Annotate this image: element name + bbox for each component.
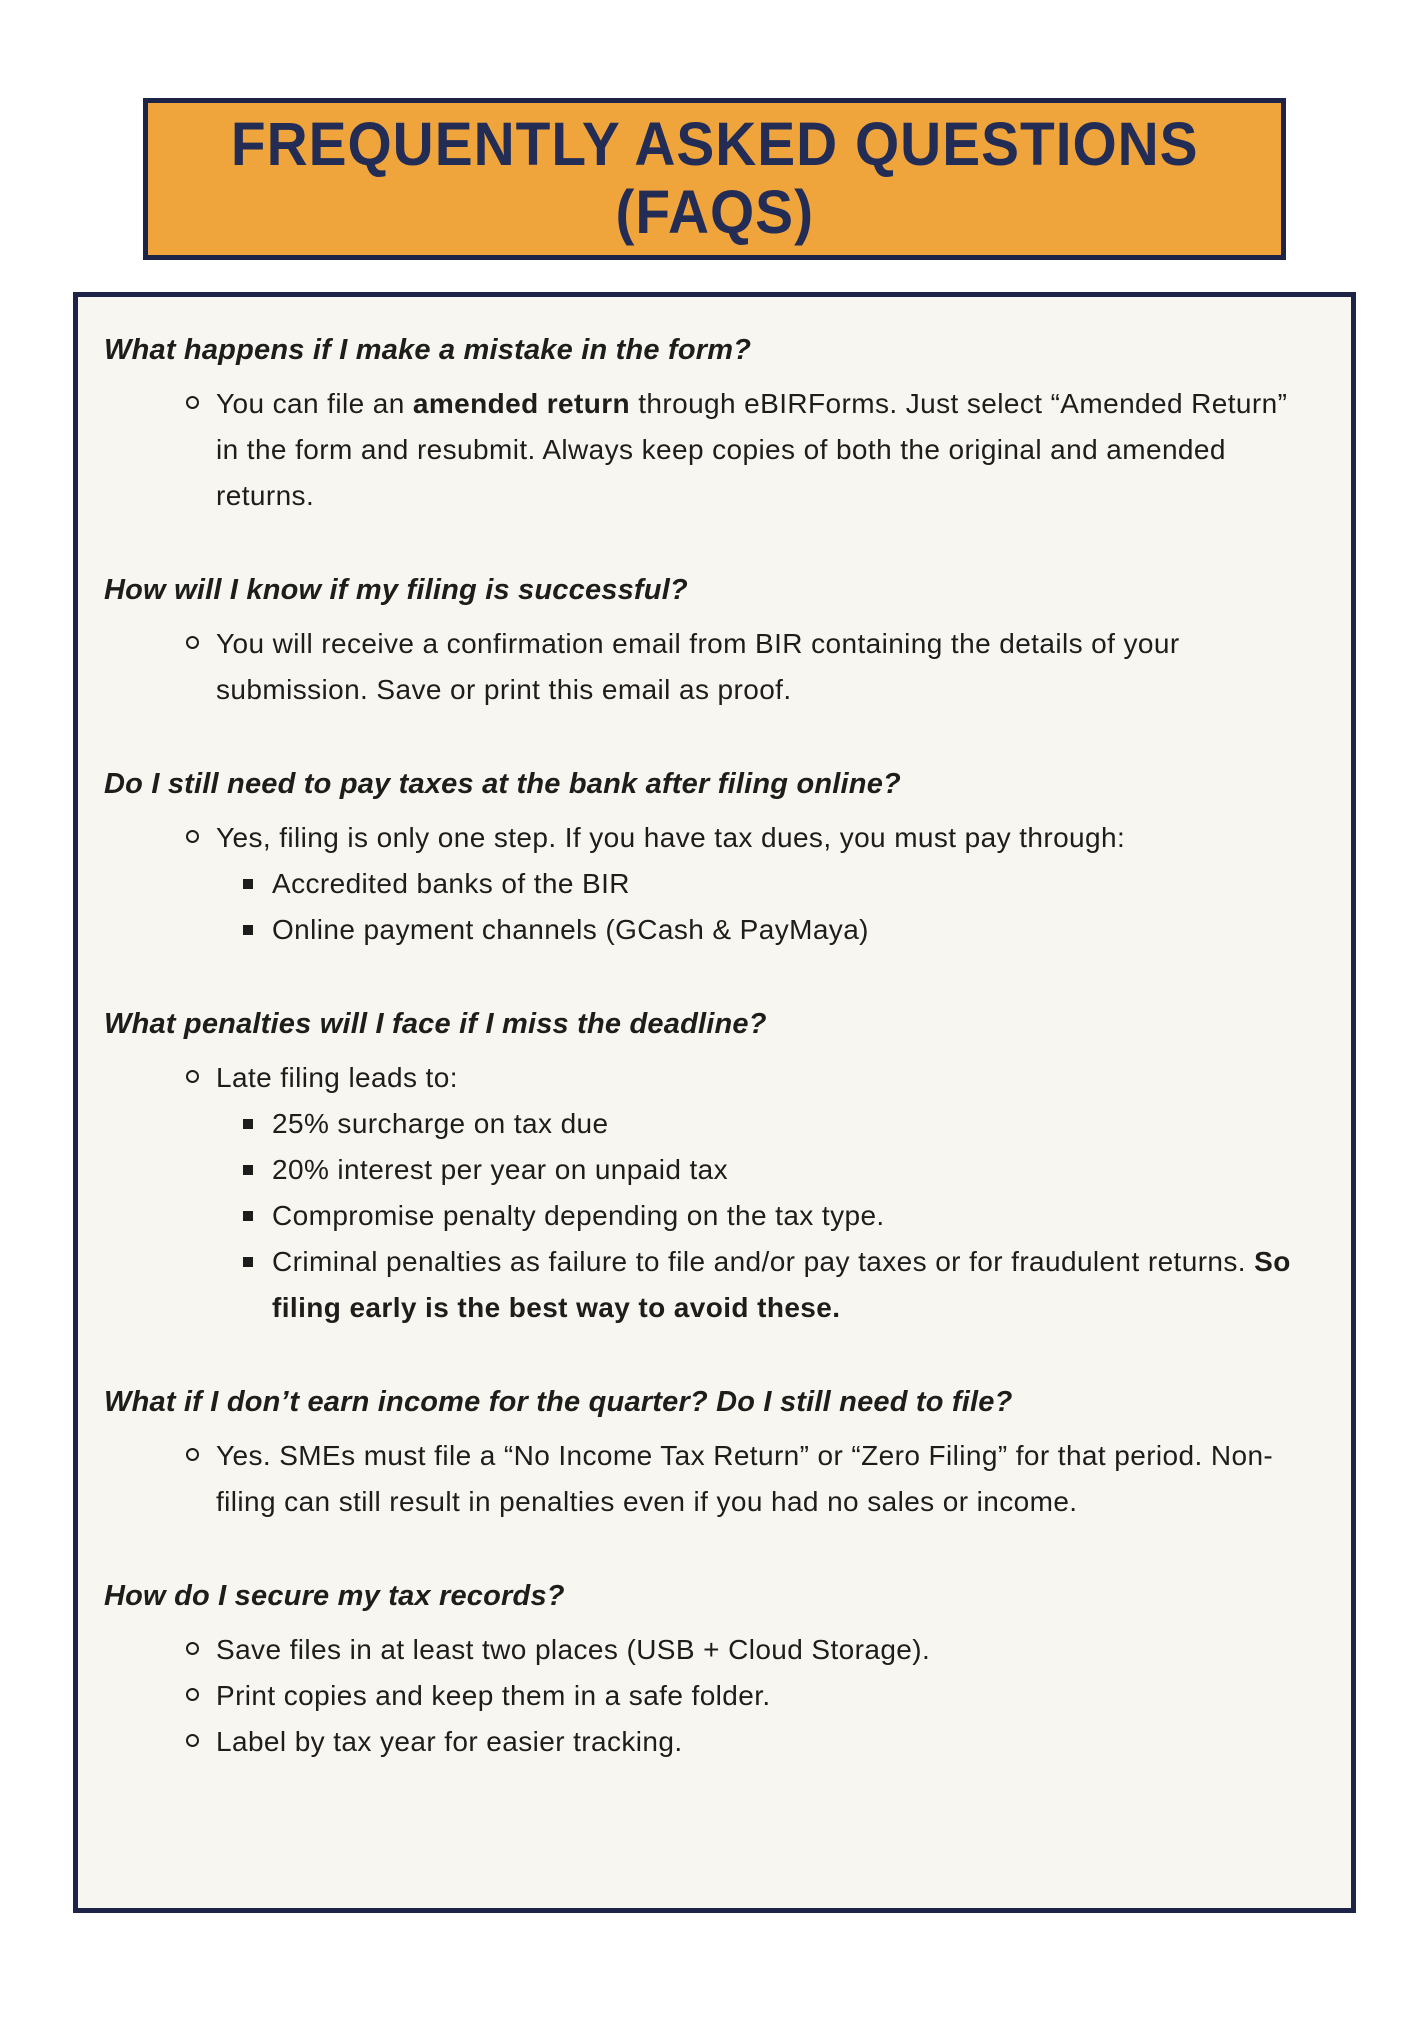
answer-item (104, 1627, 1311, 1673)
faq-section (104, 1001, 1311, 1331)
page-title (231, 111, 1199, 246)
answer-subitem (104, 861, 1311, 907)
answer-item (104, 1673, 1311, 1719)
square-bullet-icon (243, 925, 253, 935)
answer-subitem (104, 1101, 1311, 1147)
answer-text: You can file an amended return through eBIRForms. Just select “Amended Return” in the form and resubmit. Always keep copies of both the original and amended returns. (216, 388, 1288, 511)
page-title-line1: FREQUENTLY ASKED QUESTIONS (230, 110, 1199, 180)
circle-bullet-icon (186, 1070, 199, 1083)
answer-text: You will receive a confirmation email from BIR containing the details of your submission. Save or print this email as proof. (216, 628, 1180, 705)
answer-item (104, 381, 1311, 519)
answer-subitem (104, 1147, 1311, 1193)
faq-section (104, 567, 1311, 713)
answer-item (104, 1055, 1311, 1101)
circle-bullet-icon (186, 1448, 199, 1461)
circle-bullet-icon (186, 1642, 199, 1655)
circle-bullet-icon (186, 636, 199, 649)
answer-subitem (104, 1193, 1311, 1239)
circle-bullet-icon (186, 396, 199, 409)
answer-text: Yes, filing is only one step. If you have tax dues, you must pay through: (216, 822, 1126, 853)
faq-question: How will I know if my filing is successful? (104, 574, 688, 606)
circle-bullet-icon (186, 1734, 199, 1747)
answer-text: Label by tax year for easier tracking. (216, 1726, 683, 1757)
square-bullet-icon (243, 1257, 253, 1267)
faq-section (104, 761, 1311, 953)
circle-bullet-icon (186, 1688, 199, 1701)
page-title-banner (143, 98, 1286, 260)
square-bullet-icon (243, 1165, 253, 1175)
answer-text: Late filing leads to: (216, 1062, 458, 1093)
faq-content-box (73, 292, 1356, 1913)
square-bullet-icon (243, 1211, 253, 1221)
answer-text: Save files in at least two places (USB + Cloud Storage). (216, 1634, 931, 1665)
circle-bullet-icon (186, 830, 199, 843)
answer-text: 25% surcharge on tax due (272, 1108, 609, 1139)
answer-item (104, 1433, 1311, 1525)
faq-question: Do I still need to pay taxes at the bank after filing online? (104, 768, 901, 800)
faq-question: What happens if I make a mistake in the form? (104, 334, 752, 366)
faq-section (104, 1573, 1311, 1765)
faq-section (104, 327, 1311, 519)
answer-text: 20% interest per year on unpaid tax (272, 1154, 729, 1185)
square-bullet-icon (243, 879, 253, 889)
answer-text: Criminal penalties as failure to file and/or pay taxes or for fraudulent returns. So filing early is the best way to avoid these. (272, 1246, 1291, 1323)
answer-text: Accredited banks of the BIR (272, 868, 630, 899)
answer-text: Yes. SMEs must file a “No Income Tax Return” or “Zero Filing” for that period. Non-filing can still result in penalties even if you had no sales or income. (216, 1440, 1274, 1517)
square-bullet-icon (243, 1119, 253, 1129)
faq-list (104, 327, 1311, 1765)
answer-item (104, 1719, 1311, 1765)
faq-question: What if I don’t earn income for the quarter? Do I still need to file? (104, 1386, 1013, 1418)
answer-subitem (104, 1239, 1311, 1331)
answer-subitem (104, 907, 1311, 953)
answer-text: Online payment channels (GCash & PayMaya) (272, 914, 869, 945)
answer-item (104, 621, 1311, 713)
faq-question: How do I secure my tax records? (104, 1580, 565, 1612)
page-title-line2: (FAQS) (615, 177, 814, 247)
answer-text: Compromise penalty depending on the tax type. (272, 1200, 885, 1231)
faq-question: What penalties will I face if I miss the deadline? (104, 1008, 767, 1040)
answer-text: Print copies and keep them in a safe folder. (216, 1680, 771, 1711)
answer-item (104, 815, 1311, 861)
faq-section (104, 1379, 1311, 1525)
